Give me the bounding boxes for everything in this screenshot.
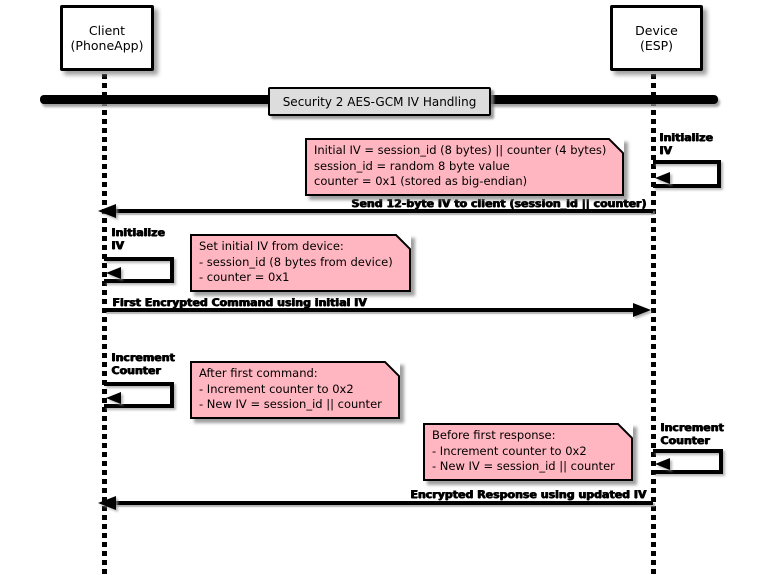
note-after-first-command — [190, 361, 400, 419]
message-send-iv-label: Send 12-byte IV to client (session_id || counter) — [351, 197, 646, 210]
note-line: - New IV = session_id || counter — [432, 459, 615, 473]
note-fold-icon — [608, 138, 624, 154]
note-line: - counter = 0x1 — [199, 270, 290, 284]
arrowhead-left-icon — [98, 496, 116, 510]
arrowhead-left-icon — [655, 458, 670, 470]
note-line: Set initial IV from device: — [199, 239, 344, 253]
lifeline-device — [651, 65, 656, 575]
arrowhead-left-icon — [106, 267, 121, 279]
note-line: session_id = random 8 byte value — [314, 158, 510, 173]
participant-device-subname: (ESP) — [639, 38, 674, 53]
self-message-label-initialize-iv-client: Initialize IV — [111, 226, 165, 252]
self-message-label-increment-counter-device: Increment Counter — [660, 421, 724, 447]
participant-box-device — [610, 5, 703, 71]
note-line: counter = 0x1 (stored as big-endian) — [314, 174, 528, 188]
arrowhead-left-icon — [106, 392, 121, 404]
note-line: - Increment counter to 0x2 — [199, 381, 354, 396]
arrowhead-left-icon — [98, 204, 116, 218]
note-initial-iv-spec — [305, 138, 624, 196]
note-line: - session_id (8 bytes from device) — [199, 254, 393, 269]
note-line: Initial IV = session_id (8 bytes) || counter (4 bytes) — [314, 143, 607, 157]
message-encrypted-response-line — [112, 501, 653, 505]
participant-client-name: Client — [88, 23, 126, 38]
note-fold-icon — [384, 361, 400, 377]
note-set-initial-iv — [190, 234, 411, 292]
participant-device-name: Device — [635, 23, 678, 38]
arrowhead-right-icon — [633, 303, 651, 317]
self-message-label-increment-counter-client: Increment Counter — [111, 351, 175, 377]
participant-client-subname: (PhoneApp) — [70, 38, 144, 53]
self-message-label-initialize-iv-device: Initialize IV — [659, 131, 713, 157]
note-fold-icon — [617, 423, 633, 439]
participant-box-client — [60, 5, 154, 71]
note-line: - Increment counter to 0x2 — [432, 443, 587, 458]
note-fold-icon — [395, 234, 411, 250]
message-encrypted-response-label: Encrypted Response using updated IV — [409, 488, 646, 501]
note-line: After first command: — [199, 366, 318, 380]
message-first-command-label: First Encrypted Command using initial IV — [112, 296, 367, 309]
note-line: - New IV = session_id || counter — [199, 397, 382, 411]
diagram-title: Security 2 AES-GCM IV Handling — [268, 87, 491, 116]
note-line: Before first response: — [432, 428, 556, 442]
note-before-first-response — [423, 423, 633, 481]
arrowhead-left-icon — [655, 172, 670, 184]
